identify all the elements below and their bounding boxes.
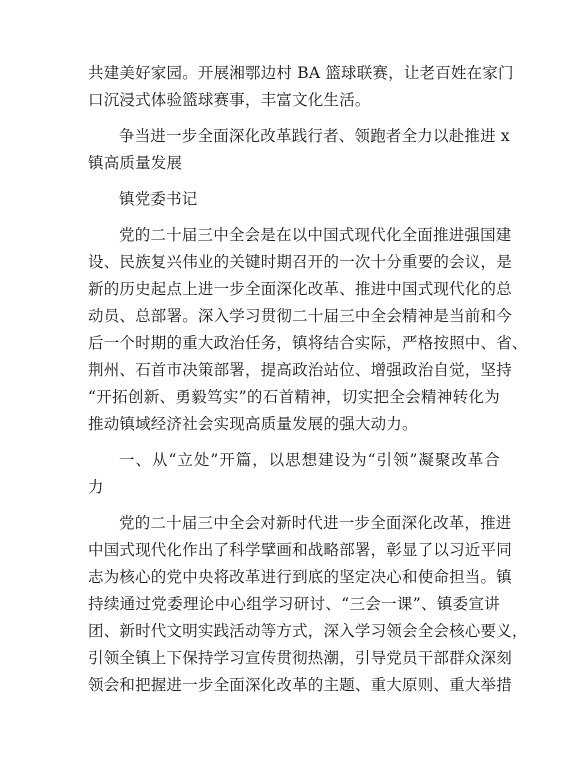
section-heading [88, 447, 500, 501]
text-line: 党的二十届三中全会是在以中国式现代化全面推进强国建 [119, 226, 512, 244]
paragraph-section-body [88, 510, 528, 699]
section-heading-line: 力 [88, 478, 104, 496]
text-line: 荆州、石首市决策部署，提高政治站位、增强政治自觉，坚持 [88, 361, 512, 379]
text-line: 志为核心的党中央将改革进行到底的坚定决心和使命担当。镇 [88, 568, 512, 586]
text-line: 后一个时期的重大政治任务，镇将结合实际，严格按照中、省、 [88, 334, 528, 352]
text-line: 领会和把握进一步全面深化改革的主题、重大原则、重大举措 [88, 676, 512, 694]
text-line: “开拓创新、勇毅笃实”的石首精神，切实把全会精神转化为 [88, 388, 500, 406]
text-line: 引领全镇上下保持学习宣传贯彻热潮，引导党员干部群众深刻 [88, 649, 512, 667]
text-line: 团、新时代文明实践活动等方式，深入学习领会全会核心要义， [88, 622, 528, 640]
text-line: 设、民族复兴伟业的关键时期召开的一次十分重要的会议，是 [88, 253, 512, 271]
text-line: 新的历史起点上进一步全面深化改革、推进中国式现代化的总 [88, 280, 512, 298]
text-line: 中国式现代化作出了科学擘画和战略部署，彰显了以习近平同 [88, 541, 512, 559]
article-title [88, 123, 510, 177]
text-line: 党的二十届三中全会对新时代进一步全面深化改革，推进 [119, 514, 512, 532]
section-heading-line: 一、从“立处”开篇，以思想建设为“引领”凝聚改革合 [119, 451, 500, 469]
document-body [88, 60, 528, 699]
author-line [88, 186, 500, 213]
text-line: 口沉浸式体验篮球赛事，丰富文化生活。 [88, 91, 371, 109]
text-line: 动员、总部署。深入学习贯彻二十届三中全会精神是当前和今 [88, 307, 512, 325]
text-line: 持续通过党委理论中心组学习研讨、“三会一课”、镇委宣讲 [88, 595, 500, 613]
paragraph-continuation [88, 60, 514, 114]
text-line: 共建美好家园。开展湘鄂边村 BA 篮球联赛，让老百姓在家门 [88, 64, 514, 82]
title-line: 争当进一步全面深化改革践行者、领跑者全力以赴推进 x [119, 127, 510, 145]
author-text: 镇党委书记 [119, 190, 198, 208]
paragraph-intro [88, 222, 528, 438]
text-line: 推动镇域经济社会实现高质量发展的强大动力。 [88, 415, 418, 433]
title-line: 镇高质量发展 [88, 154, 183, 172]
